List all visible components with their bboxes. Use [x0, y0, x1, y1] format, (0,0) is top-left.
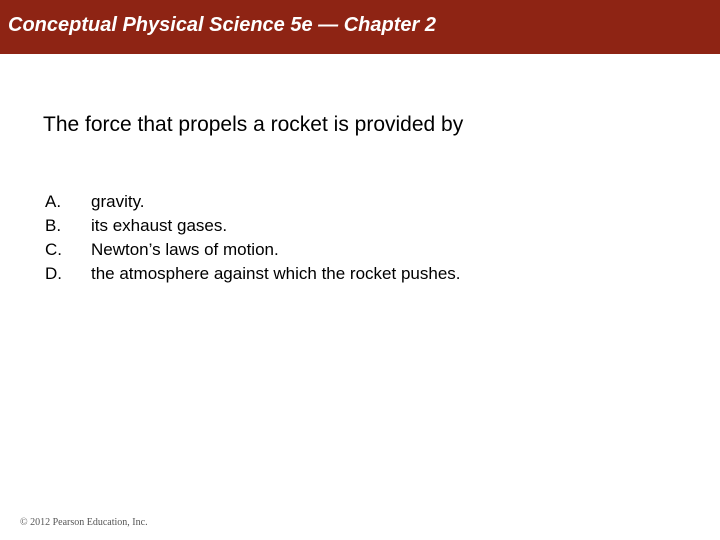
- choice-letter: A.: [45, 192, 62, 211]
- choice-text: the atmosphere against which the rocket pushes.: [91, 264, 461, 283]
- choice-text: its exhaust gases.: [91, 216, 228, 235]
- choice-text: gravity.: [91, 192, 145, 211]
- header-bar: [0, 0, 720, 54]
- copyright-notice: © 2012 Pearson Education, Inc.: [20, 517, 148, 528]
- choice-letter: C.: [45, 240, 62, 259]
- choice-letter: B.: [45, 216, 62, 235]
- choice-text: Newton’s laws of motion.: [91, 240, 279, 259]
- choice-letter: D.: [45, 264, 62, 283]
- slide-title: Conceptual Physical Science 5e — Chapter 2: [8, 14, 436, 36]
- question-text: The force that propels a rocket is provided by: [43, 113, 464, 136]
